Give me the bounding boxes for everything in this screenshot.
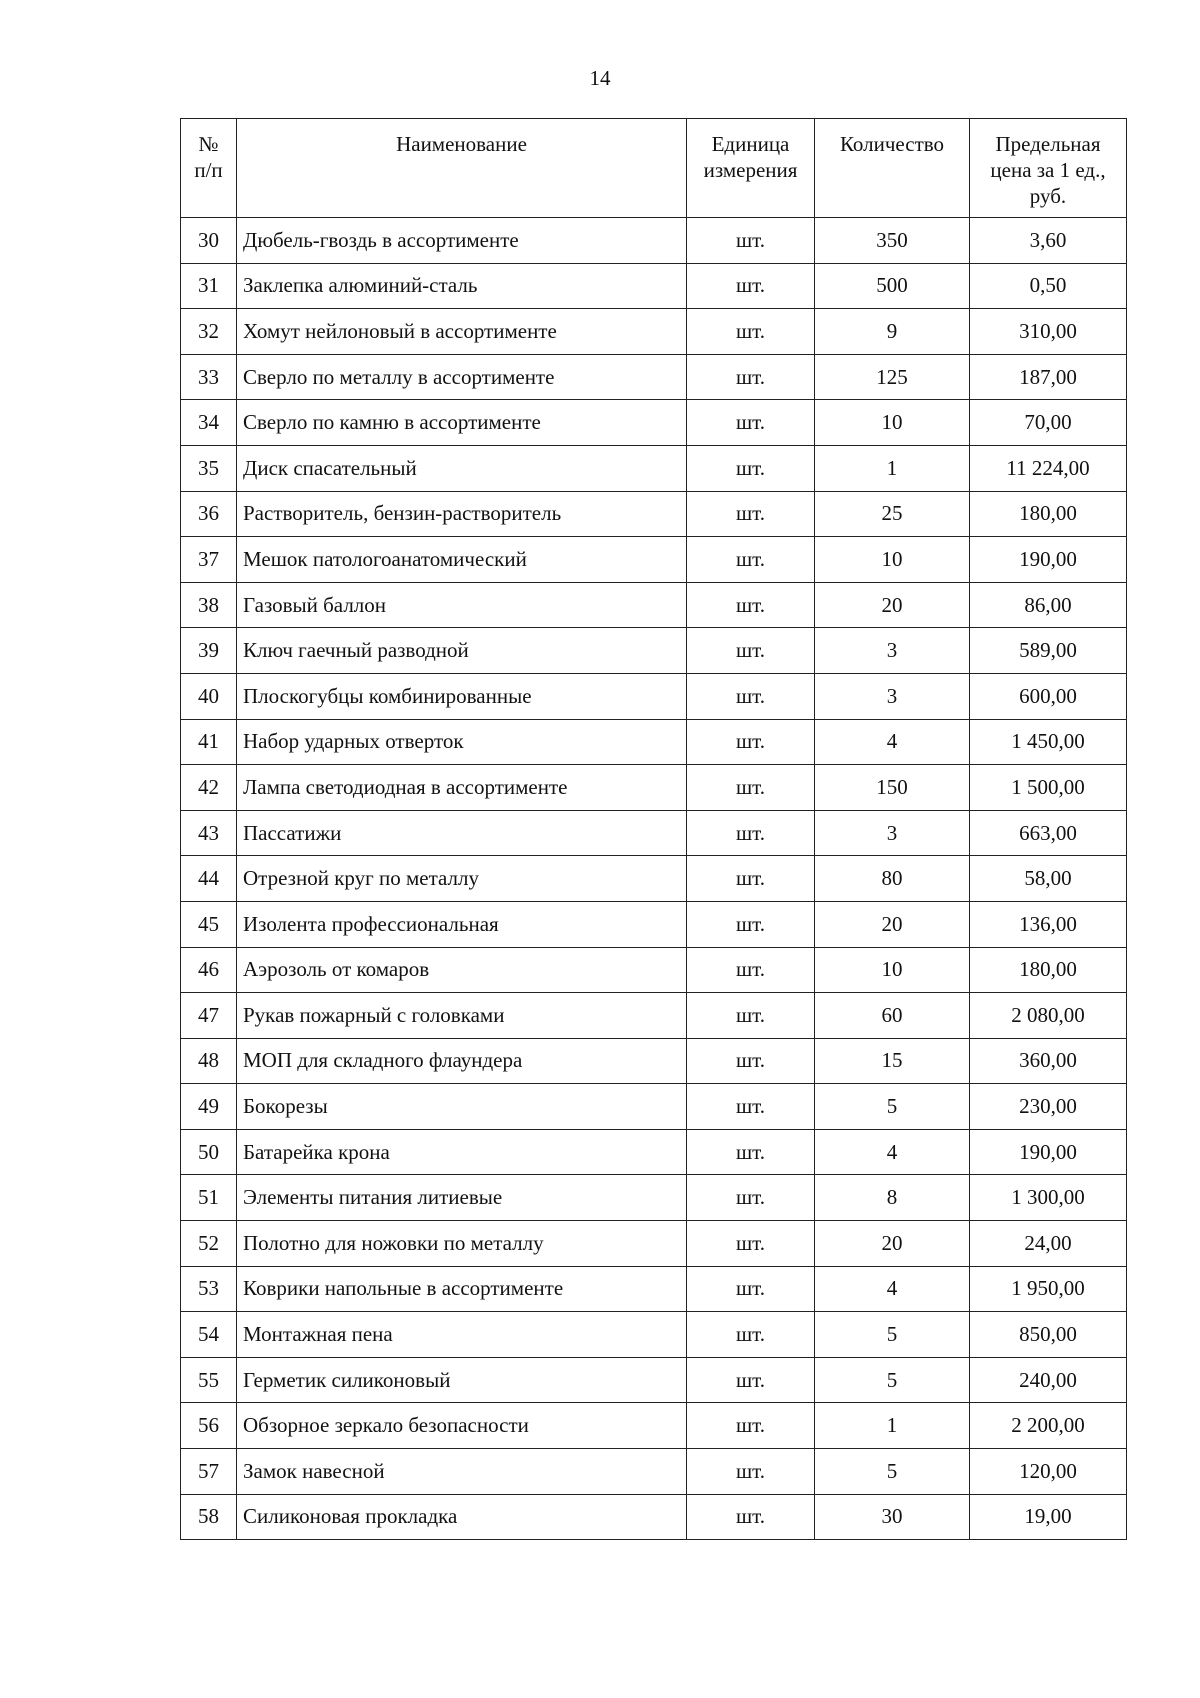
- item-name: Заклепка алюминий-сталь: [237, 263, 687, 309]
- item-name: Герметик силиконовый: [237, 1357, 687, 1403]
- unit-of-measure: шт.: [687, 719, 815, 765]
- quantity: 1: [815, 1403, 970, 1449]
- table-row: [181, 263, 1127, 309]
- max-unit-price: 1 450,00: [970, 719, 1127, 765]
- max-unit-price: 187,00: [970, 354, 1127, 400]
- table-row: [181, 582, 1127, 628]
- table-row: [181, 1129, 1127, 1175]
- max-unit-price: 2 200,00: [970, 1403, 1127, 1449]
- row-number: 31: [181, 263, 237, 309]
- table-row: [181, 628, 1127, 674]
- unit-of-measure: шт.: [687, 309, 815, 355]
- max-unit-price: 0,50: [970, 263, 1127, 309]
- quantity: 1: [815, 445, 970, 491]
- item-name: Обзорное зеркало безопасности: [237, 1403, 687, 1449]
- quantity: 20: [815, 582, 970, 628]
- unit-of-measure: шт.: [687, 445, 815, 491]
- quantity: 10: [815, 400, 970, 446]
- max-unit-price: 120,00: [970, 1449, 1127, 1495]
- row-number: 38: [181, 582, 237, 628]
- quantity: 150: [815, 765, 970, 811]
- row-number: 58: [181, 1494, 237, 1540]
- item-name: Набор ударных отверток: [237, 719, 687, 765]
- table-row: [181, 218, 1127, 264]
- table-row: [181, 491, 1127, 537]
- unit-of-measure: шт.: [687, 765, 815, 811]
- table-row: [181, 1403, 1127, 1449]
- max-unit-price: 2 080,00: [970, 993, 1127, 1039]
- row-number: 42: [181, 765, 237, 811]
- item-name: Газовый баллон: [237, 582, 687, 628]
- unit-of-measure: шт.: [687, 1175, 815, 1221]
- table-row: [181, 993, 1127, 1039]
- row-number: 34: [181, 400, 237, 446]
- item-name: Коврики напольные в ассортименте: [237, 1266, 687, 1312]
- max-unit-price: 1 950,00: [970, 1266, 1127, 1312]
- row-number: 36: [181, 491, 237, 537]
- unit-of-measure: шт.: [687, 491, 815, 537]
- quantity: 4: [815, 719, 970, 765]
- item-name: Батарейка крона: [237, 1129, 687, 1175]
- max-unit-price: 24,00: [970, 1221, 1127, 1267]
- max-unit-price: 360,00: [970, 1038, 1127, 1084]
- unit-of-measure: шт.: [687, 1084, 815, 1130]
- item-name: МОП для складного флаундера: [237, 1038, 687, 1084]
- table-body: [181, 218, 1127, 1540]
- table-row: [181, 1312, 1127, 1358]
- table-row: [181, 1266, 1127, 1312]
- max-unit-price: 663,00: [970, 810, 1127, 856]
- quantity: 5: [815, 1084, 970, 1130]
- max-unit-price: 180,00: [970, 947, 1127, 993]
- table-row: [181, 400, 1127, 446]
- max-unit-price: 86,00: [970, 582, 1127, 628]
- table-row: [181, 354, 1127, 400]
- row-number: 40: [181, 673, 237, 719]
- item-name: Монтажная пена: [237, 1312, 687, 1358]
- table-row: [181, 947, 1127, 993]
- quantity: 5: [815, 1449, 970, 1495]
- row-number: 30: [181, 218, 237, 264]
- quantity: 9: [815, 309, 970, 355]
- item-name: Диск спасательный: [237, 445, 687, 491]
- row-number: 45: [181, 901, 237, 947]
- quantity: 30: [815, 1494, 970, 1540]
- unit-of-measure: шт.: [687, 1038, 815, 1084]
- quantity: 5: [815, 1357, 970, 1403]
- item-name: Ключ гаечный разводной: [237, 628, 687, 674]
- table-row: [181, 1038, 1127, 1084]
- quantity: 25: [815, 491, 970, 537]
- item-name: Пассатижи: [237, 810, 687, 856]
- row-number: 53: [181, 1266, 237, 1312]
- unit-of-measure: шт.: [687, 1129, 815, 1175]
- quantity: 15: [815, 1038, 970, 1084]
- unit-of-measure: шт.: [687, 582, 815, 628]
- table-row: [181, 1357, 1127, 1403]
- quantity: 125: [815, 354, 970, 400]
- header-num: № п/п: [181, 119, 237, 218]
- item-name: Элементы питания литиевые: [237, 1175, 687, 1221]
- row-number: 33: [181, 354, 237, 400]
- item-name: Силиконовая прокладка: [237, 1494, 687, 1540]
- max-unit-price: 180,00: [970, 491, 1127, 537]
- table-row: [181, 719, 1127, 765]
- item-name: Сверло по камню в ассортименте: [237, 400, 687, 446]
- quantity: 5: [815, 1312, 970, 1358]
- item-name: Растворитель, бензин-растворитель: [237, 491, 687, 537]
- table-header-row: [181, 119, 1127, 218]
- item-name: Изолента профессиональная: [237, 901, 687, 947]
- row-number: 39: [181, 628, 237, 674]
- table-row: [181, 1175, 1127, 1221]
- quantity: 500: [815, 263, 970, 309]
- quantity: 10: [815, 537, 970, 583]
- table-row: [181, 1494, 1127, 1540]
- max-unit-price: 19,00: [970, 1494, 1127, 1540]
- row-number: 46: [181, 947, 237, 993]
- items-table: [180, 118, 1127, 1540]
- item-name: Рукав пожарный с головками: [237, 993, 687, 1039]
- table-row: [181, 856, 1127, 902]
- quantity: 60: [815, 993, 970, 1039]
- row-number: 55: [181, 1357, 237, 1403]
- unit-of-measure: шт.: [687, 1266, 815, 1312]
- max-unit-price: 310,00: [970, 309, 1127, 355]
- table-row: [181, 673, 1127, 719]
- item-name: Аэрозоль от комаров: [237, 947, 687, 993]
- header-price: Предельная цена за 1 ед., руб.: [970, 119, 1127, 218]
- quantity: 4: [815, 1129, 970, 1175]
- max-unit-price: 1 500,00: [970, 765, 1127, 811]
- item-name: Отрезной круг по металлу: [237, 856, 687, 902]
- unit-of-measure: шт.: [687, 263, 815, 309]
- unit-of-measure: шт.: [687, 673, 815, 719]
- row-number: 47: [181, 993, 237, 1039]
- item-name: Бокорезы: [237, 1084, 687, 1130]
- unit-of-measure: шт.: [687, 1494, 815, 1540]
- max-unit-price: 70,00: [970, 400, 1127, 446]
- table-row: [181, 901, 1127, 947]
- max-unit-price: 240,00: [970, 1357, 1127, 1403]
- quantity: 20: [815, 901, 970, 947]
- header-name: Наименование: [237, 119, 687, 218]
- item-name: Замок навесной: [237, 1449, 687, 1495]
- page-number: 14: [589, 66, 611, 90]
- max-unit-price: 230,00: [970, 1084, 1127, 1130]
- quantity: 3: [815, 628, 970, 674]
- table-row: [181, 1221, 1127, 1267]
- unit-of-measure: шт.: [687, 1357, 815, 1403]
- unit-of-measure: шт.: [687, 628, 815, 674]
- max-unit-price: 1 300,00: [970, 1175, 1127, 1221]
- row-number: 48: [181, 1038, 237, 1084]
- row-number: 35: [181, 445, 237, 491]
- item-name: Сверло по металлу в ассортименте: [237, 354, 687, 400]
- row-number: 54: [181, 1312, 237, 1358]
- max-unit-price: 136,00: [970, 901, 1127, 947]
- table-row: [181, 765, 1127, 811]
- table-row: [181, 1449, 1127, 1495]
- max-unit-price: 190,00: [970, 537, 1127, 583]
- quantity: 20: [815, 1221, 970, 1267]
- quantity: 4: [815, 1266, 970, 1312]
- quantity: 350: [815, 218, 970, 264]
- item-name: Мешок патологоанатомический: [237, 537, 687, 583]
- row-number: 41: [181, 719, 237, 765]
- row-number: 57: [181, 1449, 237, 1495]
- item-name: Плоскогубцы комбинированные: [237, 673, 687, 719]
- unit-of-measure: шт.: [687, 993, 815, 1039]
- header-qty: Количество: [815, 119, 970, 218]
- quantity: 3: [815, 810, 970, 856]
- max-unit-price: 58,00: [970, 856, 1127, 902]
- table-row: [181, 537, 1127, 583]
- unit-of-measure: шт.: [687, 354, 815, 400]
- max-unit-price: 600,00: [970, 673, 1127, 719]
- item-name: Дюбель-гвоздь в ассортименте: [237, 218, 687, 264]
- unit-of-measure: шт.: [687, 1312, 815, 1358]
- item-name: Полотно для ножовки по металлу: [237, 1221, 687, 1267]
- max-unit-price: 3,60: [970, 218, 1127, 264]
- max-unit-price: 850,00: [970, 1312, 1127, 1358]
- unit-of-measure: шт.: [687, 537, 815, 583]
- item-name: Лампа светодиодная в ассортименте: [237, 765, 687, 811]
- quantity: 80: [815, 856, 970, 902]
- table-row: [181, 309, 1127, 355]
- row-number: 51: [181, 1175, 237, 1221]
- unit-of-measure: шт.: [687, 218, 815, 264]
- unit-of-measure: шт.: [687, 856, 815, 902]
- row-number: 50: [181, 1129, 237, 1175]
- table-row: [181, 445, 1127, 491]
- max-unit-price: 589,00: [970, 628, 1127, 674]
- unit-of-measure: шт.: [687, 400, 815, 446]
- table-row: [181, 1084, 1127, 1130]
- unit-of-measure: шт.: [687, 810, 815, 856]
- table-row: [181, 810, 1127, 856]
- unit-of-measure: шт.: [687, 901, 815, 947]
- header-unit: Единица измерения: [687, 119, 815, 218]
- unit-of-measure: шт.: [687, 1403, 815, 1449]
- row-number: 56: [181, 1403, 237, 1449]
- row-number: 44: [181, 856, 237, 902]
- row-number: 52: [181, 1221, 237, 1267]
- row-number: 32: [181, 309, 237, 355]
- unit-of-measure: шт.: [687, 947, 815, 993]
- max-unit-price: 11 224,00: [970, 445, 1127, 491]
- item-name: Хомут нейлоновый в ассортименте: [237, 309, 687, 355]
- row-number: 49: [181, 1084, 237, 1130]
- unit-of-measure: шт.: [687, 1221, 815, 1267]
- max-unit-price: 190,00: [970, 1129, 1127, 1175]
- quantity: 8: [815, 1175, 970, 1221]
- quantity: 3: [815, 673, 970, 719]
- unit-of-measure: шт.: [687, 1449, 815, 1495]
- row-number: 43: [181, 810, 237, 856]
- quantity: 10: [815, 947, 970, 993]
- row-number: 37: [181, 537, 237, 583]
